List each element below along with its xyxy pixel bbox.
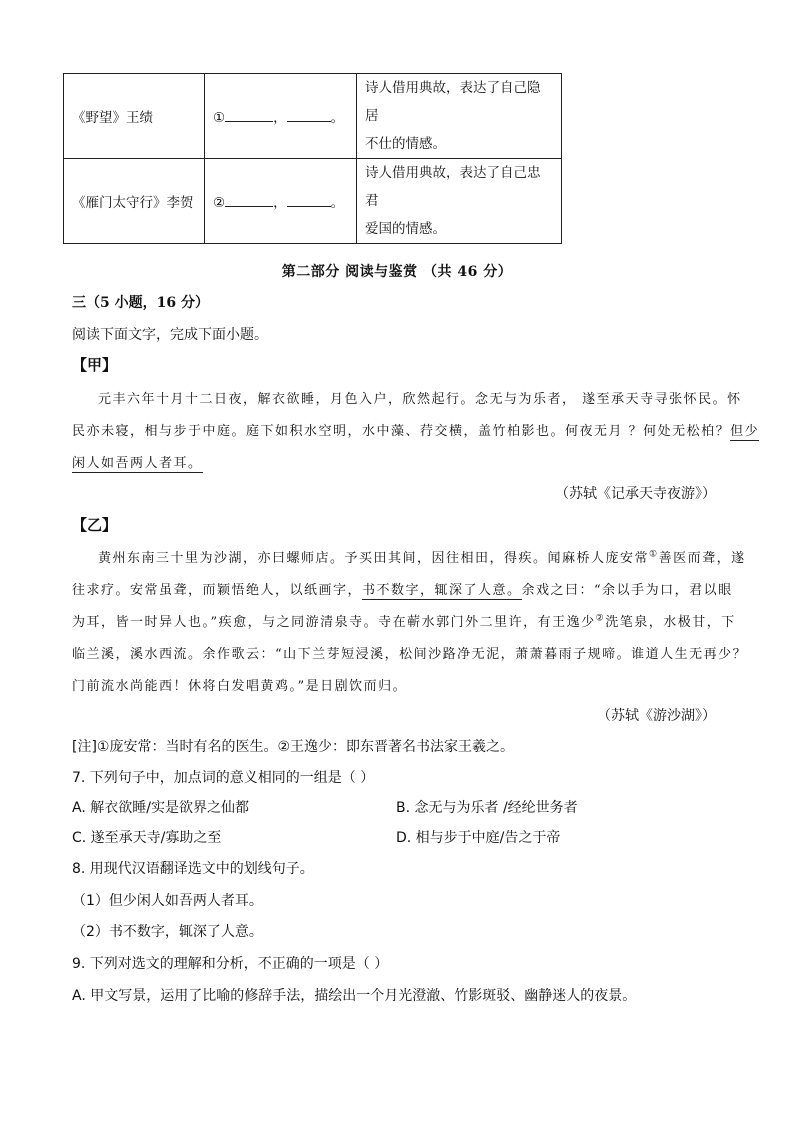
question-8-stem: 8. 用现代汉语翻译选文中的划线句子。 <box>72 861 314 877</box>
passage-b-label: 【乙】 <box>72 516 118 534</box>
passage-a-line <box>72 420 760 439</box>
answer-blank[interactable] <box>287 108 331 122</box>
passage-a-label: 【甲】 <box>72 356 118 374</box>
poem-table <box>63 73 562 244</box>
section-title: 第二部分 阅读与鉴赏 （共 46 分） <box>281 264 513 280</box>
answer-blank[interactable] <box>225 193 273 207</box>
passage-a-line: 元丰六年十月十二日夜，解衣欲睡，月色入户，欣然起行。念无与为乐者， 遂至承天寺寻张怀民。怀 <box>98 392 742 407</box>
passage-b-line: 门前流水尚能西！休将白发唱黄鸡。”是日剧饮而归。 <box>72 679 408 694</box>
option-9a[interactable]: A. 甲文写景，运用了比喻的修辞手法，描绘出一个月光澄澈、竹影斑驳、幽静迷人的夜景。 <box>72 988 637 1004</box>
answer-blank[interactable] <box>287 193 331 207</box>
option-7c[interactable]: C. 遂至承天寺/寡助之至 <box>72 830 222 846</box>
question-8-sentence-1: （1）但少闲人如吾两人者耳。 <box>72 893 263 909</box>
instruction: 阅读下面文字，完成下面小题。 <box>72 327 268 343</box>
question-9-stem: 9. 下列对选文的理解和分析，不正确的一项是（ ） <box>72 956 389 972</box>
passage-a-line <box>72 452 720 471</box>
question-group-header: 三（5 小题，16 分） <box>72 295 209 311</box>
description-line: 爱国的情感。 <box>365 221 446 237</box>
underlined-sentence: 但少 <box>730 424 760 439</box>
table-row <box>64 159 562 244</box>
blank-separator: ， <box>273 195 287 211</box>
footnote-mark: ② <box>595 613 606 624</box>
poem-cell: 《野望》王绩 <box>64 74 205 159</box>
description-line: 不仕的情感。 <box>365 136 446 152</box>
table-row <box>64 74 562 159</box>
option-7d[interactable]: D. 相与步于中庭/告之于帝 <box>396 830 561 846</box>
option-7a[interactable]: A. 解衣欲睡/实是欲界之仙都 <box>72 800 249 816</box>
passage-text: 民亦未寝，相与步于中庭。庭下如积水空明，水中藻、荇交横，盖竹柏影也。何夜无月 ？何处无松柏？ <box>72 424 731 439</box>
blank-marker: ② <box>213 195 226 211</box>
underlined-sentence: 书不数字，辄深了人意。 <box>362 583 522 598</box>
description-line: 诗人借用典故，表达了自己隐居 <box>365 80 541 124</box>
footnote-mark: ① <box>649 549 659 560</box>
passage-b-line: 往求疗。安常虽聋，而颖悟绝人，以纸画字，书不数字，辄深了人意。余戏之曰：“余以手为口，君以眼 <box>72 583 733 598</box>
option-7b[interactable]: B. 念无与为乐者 /经纶世务者 <box>396 800 578 816</box>
blank-cell <box>205 159 357 244</box>
description-line: 诗人借用典故，表达了自己忠君 <box>365 165 541 209</box>
description-cell <box>357 159 562 244</box>
blank-cell <box>205 74 357 159</box>
passage-a-source: （苏轼《记承天寺夜游》） <box>555 486 716 502</box>
passage-b-line: 为耳，皆一时异人也。”疾愈，与之同游清泉寺。寺在蕲水郭门外二里许，有王逸少②洗笔泉，水极甘，下 <box>72 613 736 630</box>
answer-blank[interactable] <box>225 108 273 122</box>
passage-b-source: （苏轼《游沙湖》） <box>597 708 716 724</box>
underlined-sentence: 闲人如吾两人者耳。 <box>72 456 203 471</box>
blank-end: 。 <box>330 195 345 211</box>
blank-marker: ① <box>213 110 226 126</box>
passage-b-line: 黄州东南三十里为沙湖，亦曰螺师店。予买田其间，因往相田，得疾。闻麻桥人庞安常①善医而聋，遂 <box>98 549 746 566</box>
passage-b-line: 临兰溪，溪水西流。余作歌云：“山下兰芽短浸溪，松间沙路净无泥，萧萧暮雨子规啼。谁道人生无再少？ <box>72 647 748 662</box>
poem-cell: 《雁门太守行》李贺 <box>64 159 205 244</box>
blank-end: 。 <box>330 110 345 126</box>
question-8-sentence-2: （2）书不数字，辄深了人意。 <box>72 924 263 940</box>
blank-separator: ， <box>273 110 287 126</box>
question-7-stem: 7. 下列句子中，加点词的意义相同的一组是（ ） <box>72 770 375 786</box>
footnote: [注]①庞安常：当时有名的医生。②王逸少：即东晋著名书法家王羲之。 <box>72 739 515 755</box>
description-cell <box>357 74 562 159</box>
